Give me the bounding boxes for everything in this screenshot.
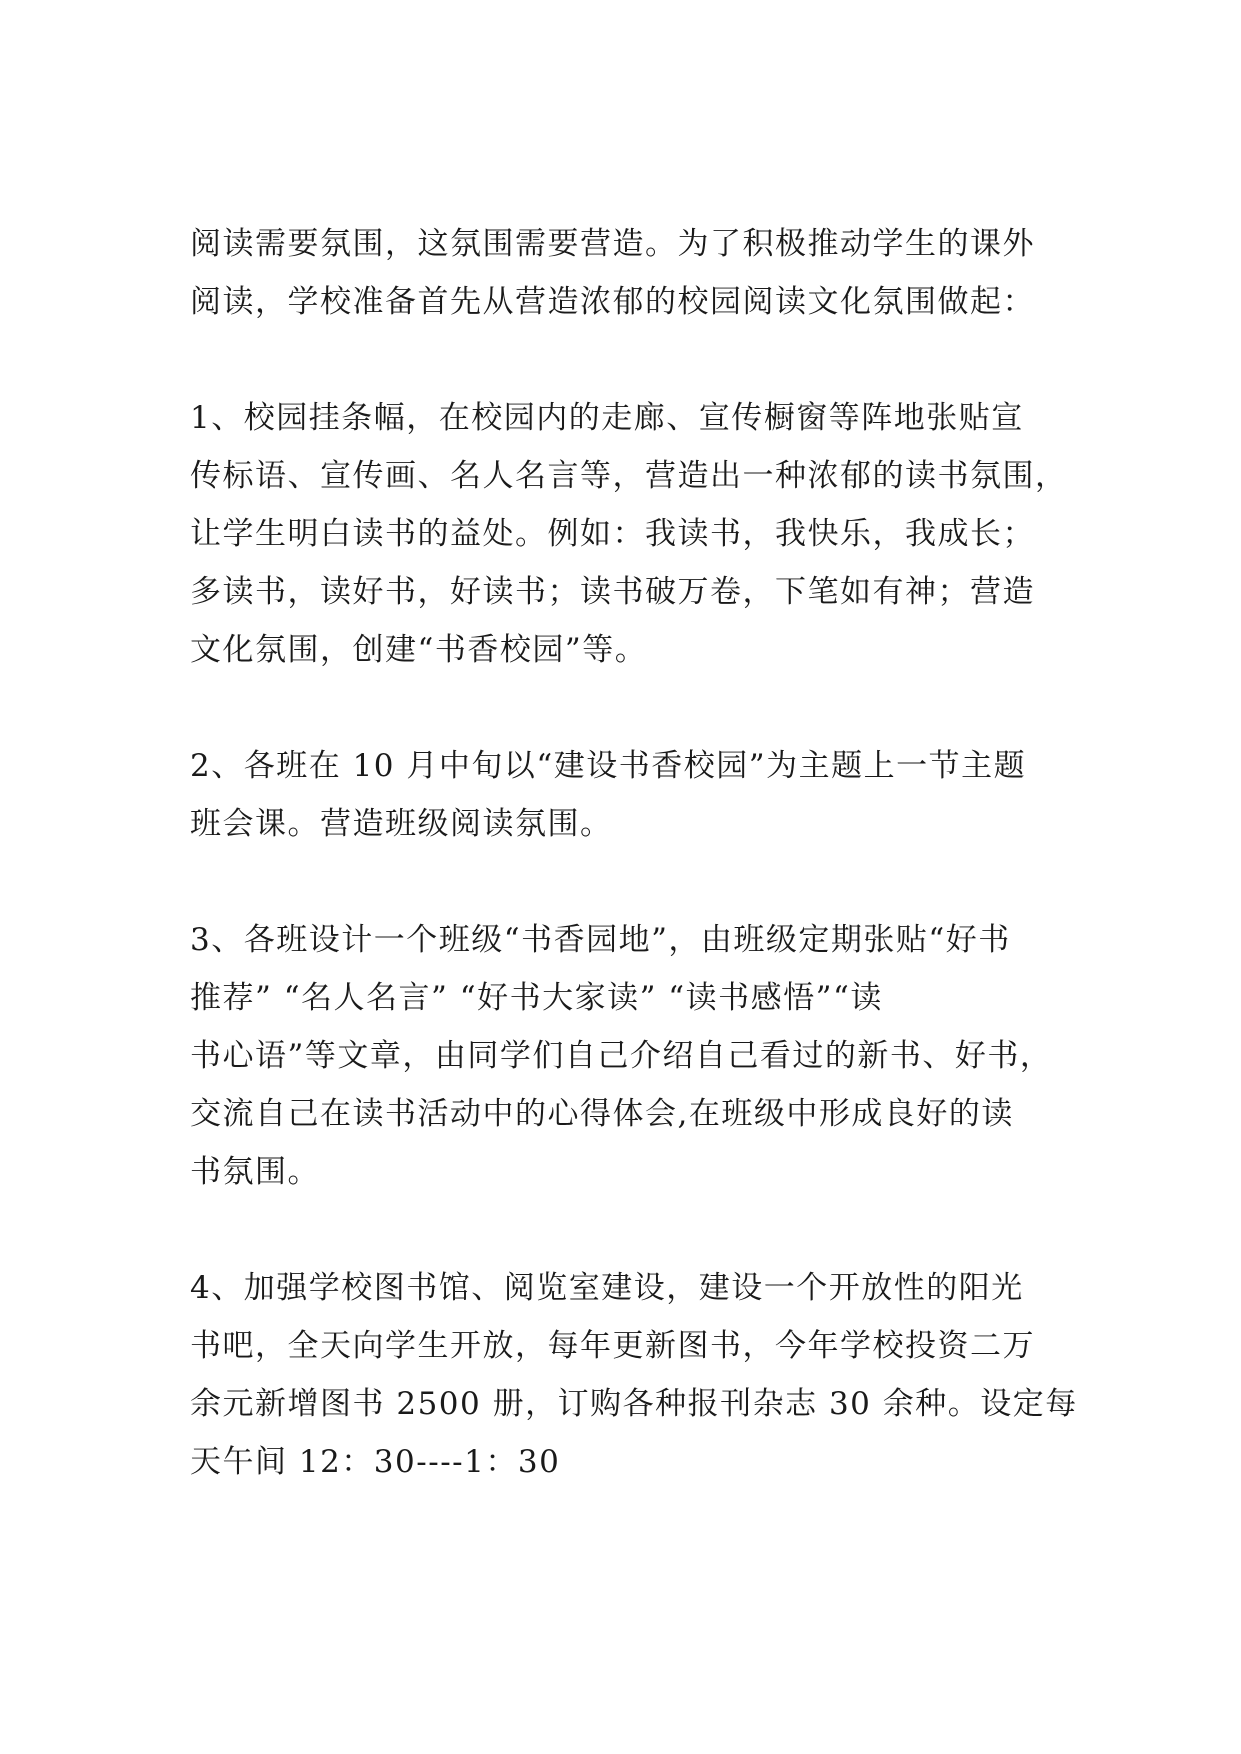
text-line: 2、各班在 10 月中旬以“建设书香校园”为主题上一节主题 bbox=[190, 748, 1027, 784]
text-line: 多读书，读好书，好读书；读书破万卷，下笔如有神；营造 bbox=[190, 574, 1035, 610]
text-line: 阅读，学校准备首先从营造浓郁的校园阅读文化氛围做起： bbox=[190, 284, 1035, 320]
text-line: 天午间 12：30----1：30 bbox=[190, 1444, 561, 1480]
paragraph-item-1 bbox=[190, 389, 1070, 679]
text-line: 传标语、宣传画、名人名言等，营造出一种浓郁的读书氛围， bbox=[190, 458, 1068, 494]
paragraph-intro bbox=[190, 215, 1070, 331]
paragraph-item-4 bbox=[190, 1259, 1078, 1491]
text-line: 书心语”等文章，由同学们自己介绍自己看过的新书、好书， bbox=[190, 1038, 1053, 1074]
text-line: 书吧，全天向学生开放，每年更新图书，今年学校投资二万 bbox=[190, 1328, 1035, 1364]
text-line: 书氛围。 bbox=[190, 1154, 320, 1190]
text-line: 文化氛围，创建“书香校园”等。 bbox=[190, 632, 648, 668]
text-line: 余元新增图书 2500 册，订购各种报刊杂志 30 余种。设定每 bbox=[190, 1386, 1078, 1422]
text-line: 让学生明白读书的益处。例如：我读书，我快乐，我成长； bbox=[190, 516, 1035, 552]
paragraph-item-2 bbox=[190, 737, 1070, 853]
text-line: 推荐” “名人名言” “好书大家读” “读书感悟”“读 bbox=[190, 980, 883, 1016]
text-line: 阅读需要氛围，这氛围需要营造。为了积极推动学生的课外 bbox=[190, 226, 1035, 262]
text-line: 3、各班设计一个班级“书香园地”，由班级定期张贴“好书 bbox=[190, 922, 1011, 958]
text-line: 1、校园挂条幅，在校园内的走廊、宣传橱窗等阵地张贴宣 bbox=[190, 400, 1024, 436]
text-line: 4、加强学校图书馆、阅览室建设，建设一个开放性的阳光 bbox=[190, 1270, 1024, 1306]
document-body bbox=[190, 215, 1078, 1549]
text-line: 交流自己在读书活动中的心得体会,在班级中形成良好的读 bbox=[190, 1096, 1014, 1132]
paragraph-item-3 bbox=[190, 911, 1070, 1201]
text-line: 班会课。营造班级阅读氛围。 bbox=[190, 806, 613, 842]
